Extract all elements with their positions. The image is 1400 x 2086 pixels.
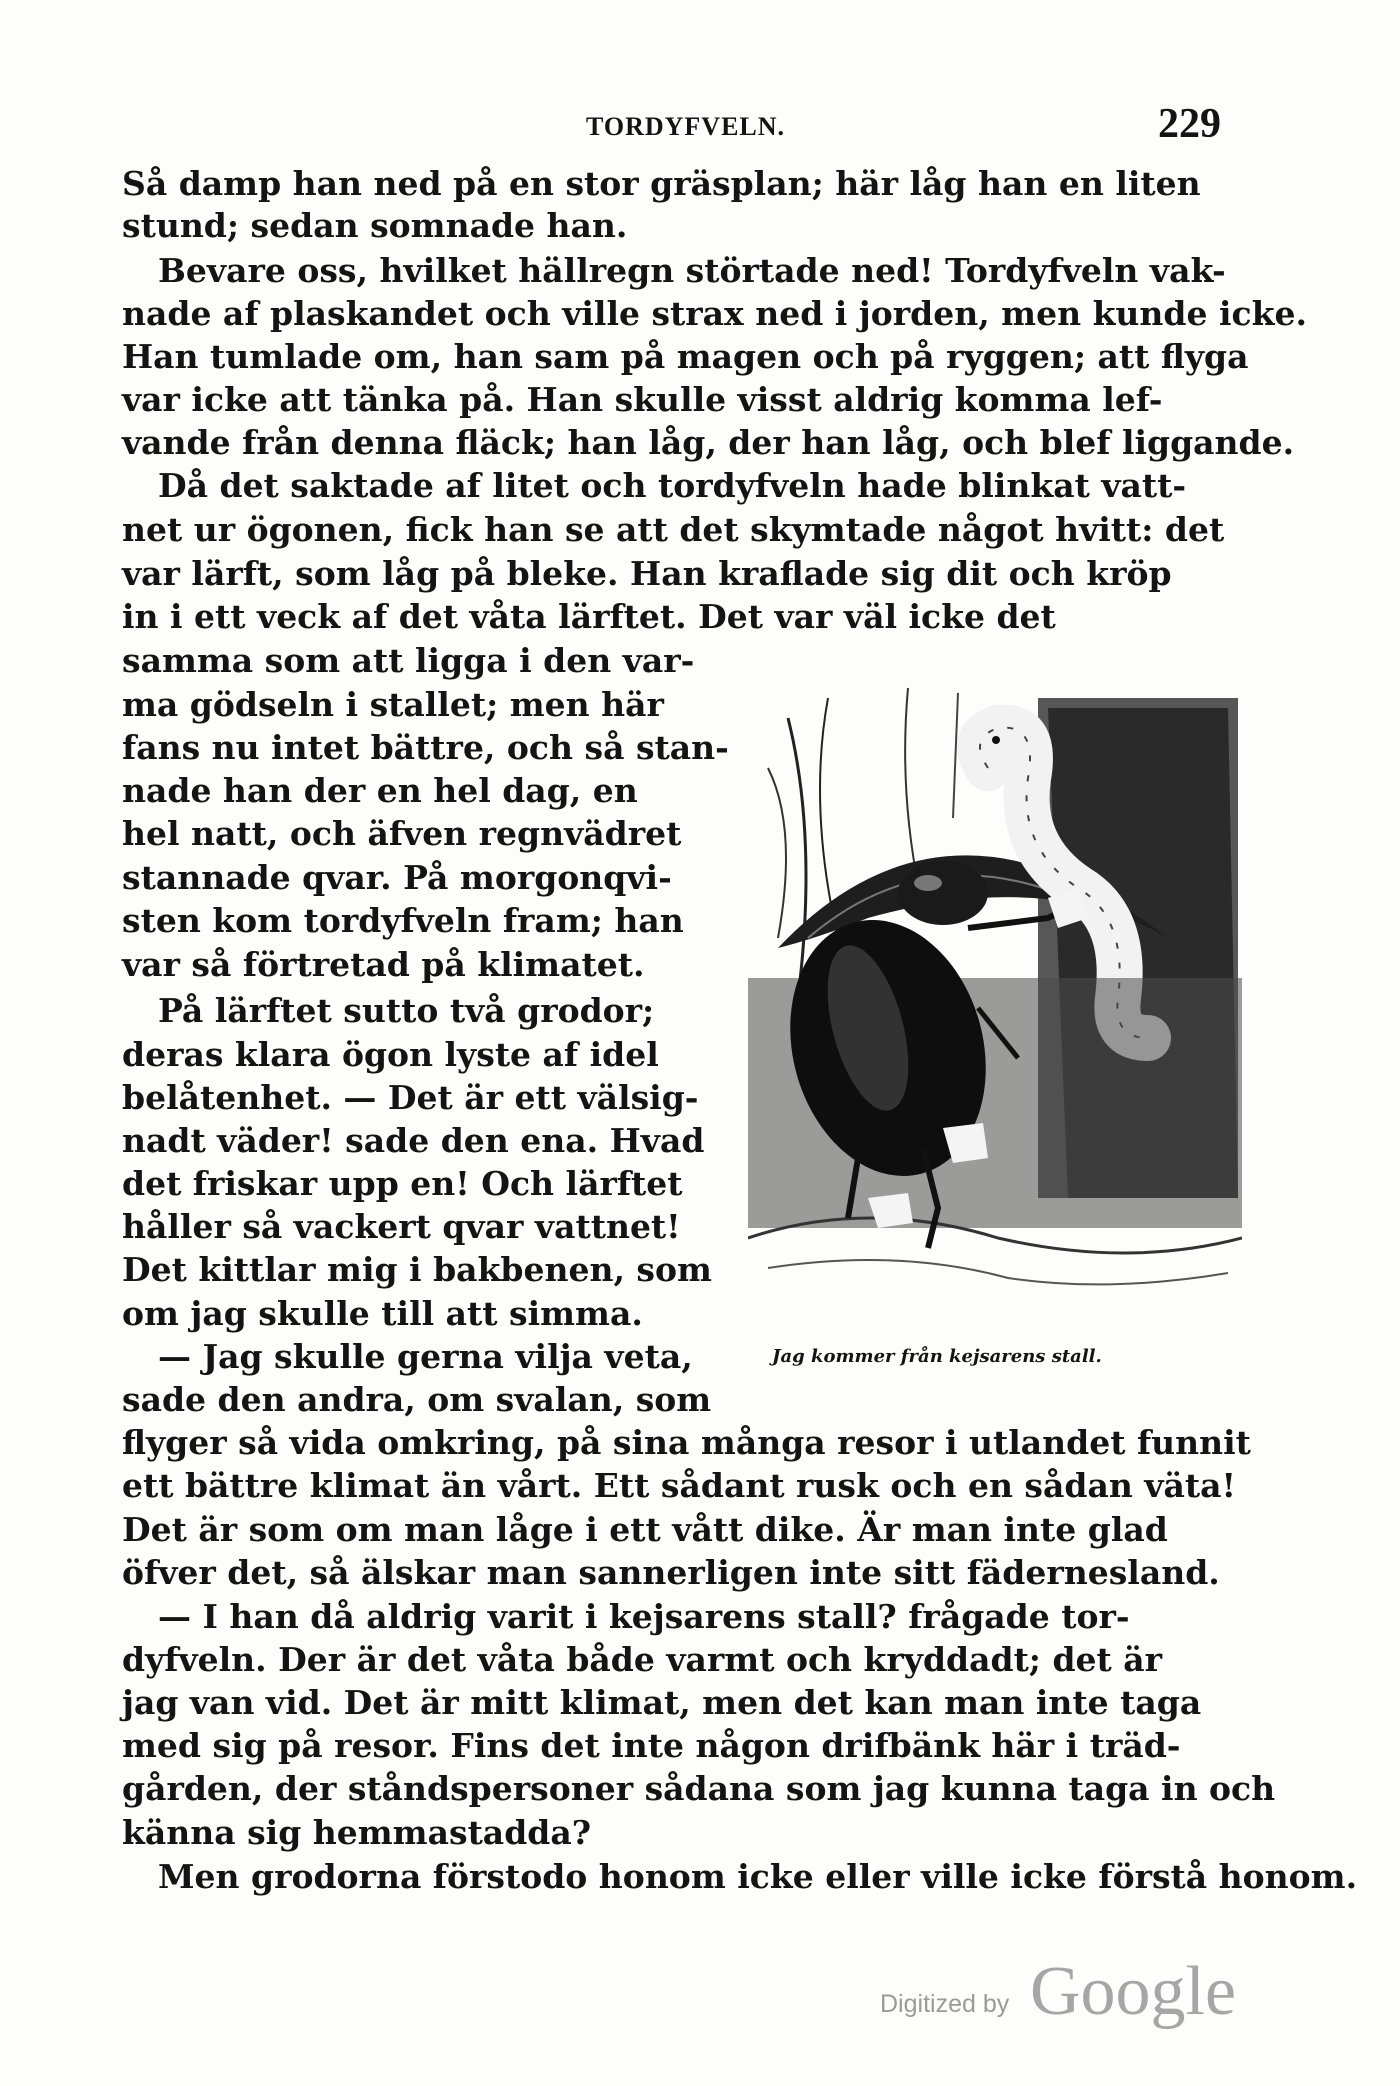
text-line: in i ett veck af det våta lärftet. Det var väl icke det (122, 597, 1056, 636)
text-line: fans nu intet bättre, och så stan- (122, 728, 729, 767)
text-line: Så damp han ned på en stor gräsplan; här låg han en liten (122, 164, 1201, 203)
text-line: med sig på resor. Fins det inte någon drifbänk här i träd- (122, 1726, 1181, 1765)
text-line: flyger så vida omkring, på sina många resor i utlandet funnit (122, 1423, 1251, 1462)
text-line: om jag skulle till att simma. (122, 1294, 643, 1333)
engraving-image (748, 678, 1242, 1298)
text-line: deras klara ögon lyste af idel (122, 1035, 659, 1074)
text-line: Bevare oss, hvilket hällregn störtade ned! Tordyfveln vak- (158, 251, 1226, 290)
text-line: nade af plaskandet och ville strax ned i jorden, men kunde icke. (122, 294, 1307, 333)
text-line: var så förtretad på klimatet. (122, 945, 645, 984)
text-line: Då det saktade af litet och tordyfveln hade blinkat vatt- (158, 466, 1187, 505)
text-line: känna sig hemmastadda? (122, 1813, 592, 1852)
text-line: nade han der en hel dag, en (122, 771, 638, 810)
text-line: sten kom tordyfveln fram; han (122, 901, 684, 940)
text-line: öfver det, så älskar man sannerligen inte sitt fädernesland. (122, 1553, 1220, 1592)
illustration-caption: Jag kommer från kejsarens stall. (772, 1346, 1102, 1367)
text-line: samma som att ligga i den var- (122, 641, 695, 680)
text-line: dyfveln. Der är det våta både varmt och kryddadt; det är (122, 1640, 1163, 1679)
text-line: — Jag skulle gerna vilja veta, (158, 1337, 693, 1376)
text-line: stannade qvar. På morgonqvi- (122, 858, 672, 897)
text-line: Det är som om man låge i ett vått dike. Är man inte glad (122, 1510, 1168, 1549)
text-line: net ur ögonen, fick han se att det skymtade något hvitt: det (122, 510, 1225, 549)
text-line: På lärftet sutto två grodor; (158, 991, 655, 1030)
text-line: var lärft, som låg på bleke. Han kraflade sig dit och kröp (122, 554, 1172, 593)
text-line: stund; sedan somnade han. (122, 206, 628, 245)
text-line: Han tumlade om, han sam på magen och på ryggen; att flyga (122, 337, 1249, 376)
text-line: Det kittlar mig i bakbenen, som (122, 1250, 712, 1289)
beetle-illustration (748, 678, 1242, 1298)
text-line: sade den andra, om svalan, som (122, 1380, 712, 1419)
text-line: belåtenhet. — Det är ett välsig- (122, 1078, 699, 1117)
text-line: håller så vackert qvar vattnet! (122, 1207, 681, 1246)
text-line: ett bättre klimat än vårt. Ett sådant rusk och en sådan väta! (122, 1466, 1236, 1505)
text-line: jag van vid. Det är mitt klimat, men det kan man inte taga (122, 1683, 1202, 1722)
text-line: vande från denna fläck; han låg, der han låg, och blef liggande. (122, 423, 1295, 462)
text-line: gården, der ståndspersoner sådana som jag kunna taga in och (122, 1769, 1276, 1808)
text-line: ma gödseln i stallet; men här (122, 685, 664, 724)
text-line: var icke att tänka på. Han skulle visst aldrig komma lef- (122, 380, 1163, 419)
running-title: TORDYFVELN. (586, 112, 786, 141)
google-logo: Google (1030, 1953, 1237, 2030)
text-line: hel natt, och äfven regnvädret (122, 814, 682, 853)
page-number: 229 (1158, 101, 1221, 147)
digitized-label: Digitized by (880, 1990, 1010, 2018)
text-line: — I han då aldrig varit i kejsarens stall? frågade tor- (158, 1597, 1130, 1636)
text-line: nadt väder! sade den ena. Hvad (122, 1121, 705, 1160)
text-line: det friskar upp en! Och lärftet (122, 1164, 683, 1203)
text-line: Men grodorna förstodo honom icke eller ville icke förstå honom. (158, 1857, 1358, 1896)
